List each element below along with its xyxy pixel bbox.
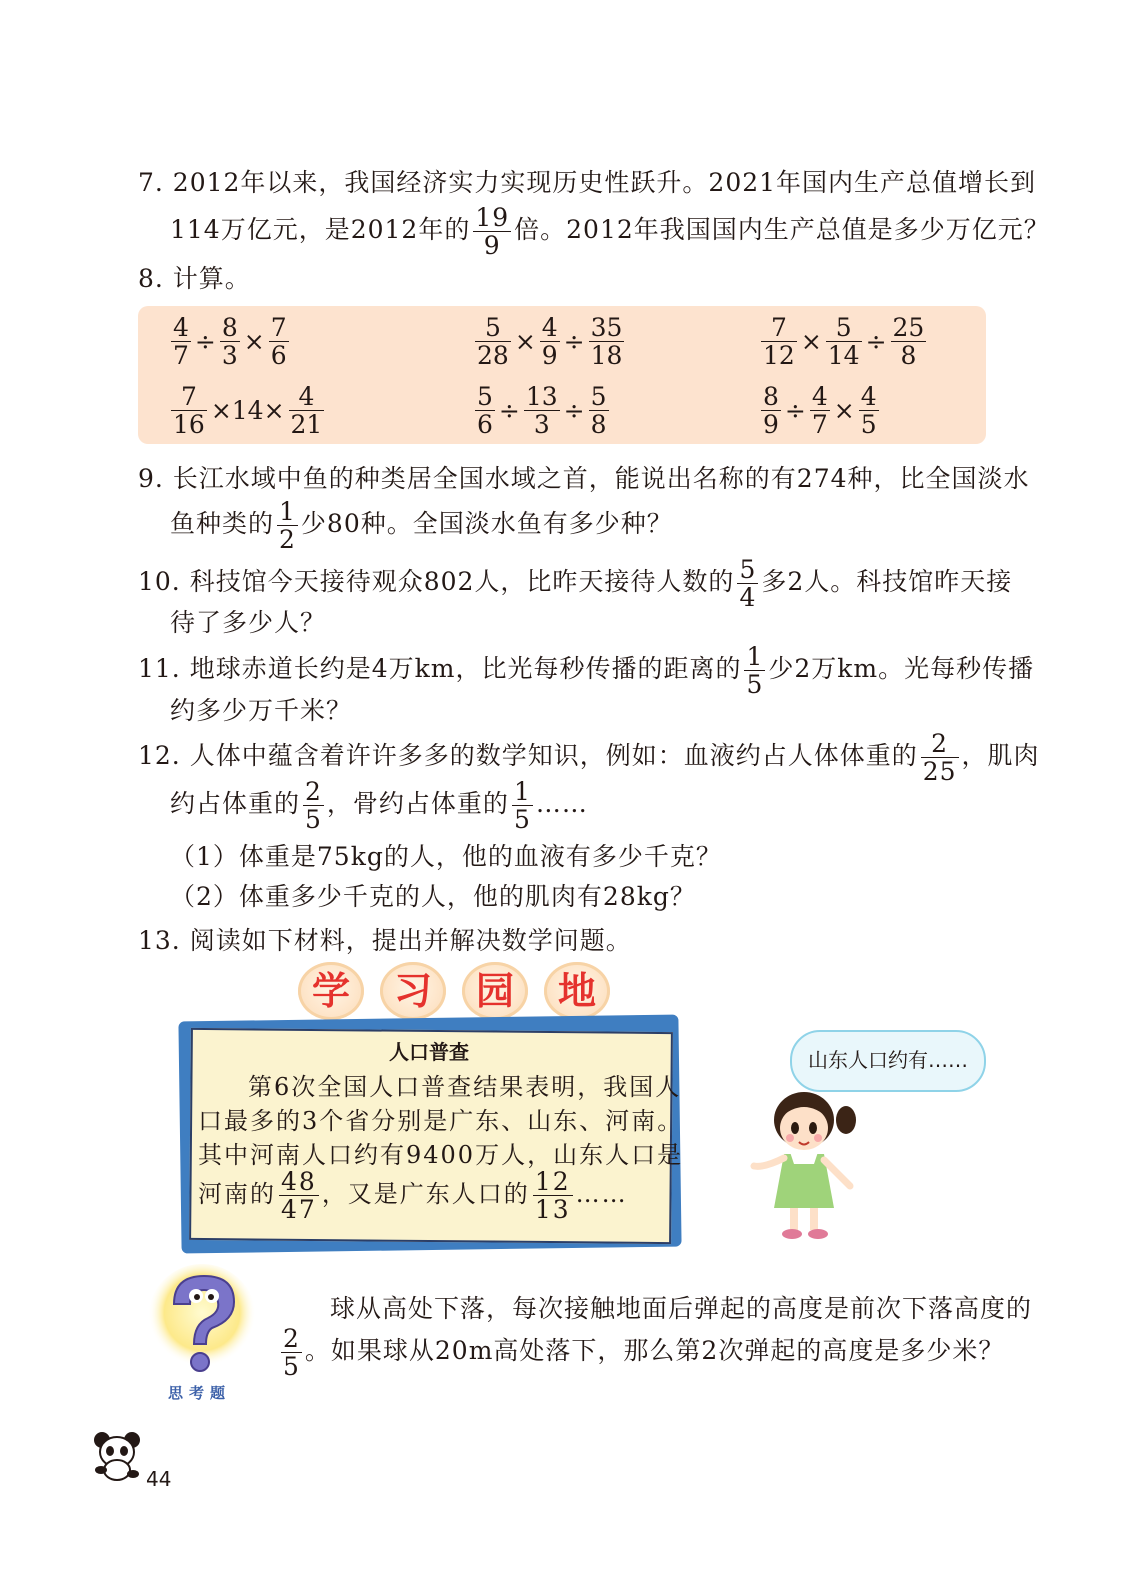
q10-text-a: 10. 科技馆今天接待观众802人，比昨天接待人数的	[138, 567, 735, 596]
calc-fraction: $\frac{4}{5}$	[860, 382, 877, 439]
calc-operator: ×	[800, 327, 822, 356]
q11-text-b: 少2万km。光每秒传播	[768, 654, 1035, 683]
q8-title: 8. 计算。	[138, 264, 251, 293]
calc-fraction: $\frac{4}{7}$	[173, 313, 189, 370]
q12-fraction-blood: $\frac{2}{25}$	[922, 729, 957, 786]
badge-char-2: 习	[380, 962, 446, 1020]
calc-fraction: $\frac{7}{6}$	[270, 313, 287, 370]
q12-text-d: ，骨约占体重的	[326, 789, 509, 818]
calc-expression-4	[168, 383, 327, 438]
calc-fraction: $\frac{5}{8}$	[590, 382, 607, 439]
calc-expression-5	[472, 383, 612, 438]
q12-fraction-muscle: $\frac{2}{5}$	[305, 777, 322, 834]
question-mark-icon	[146, 1262, 258, 1384]
calc-expression-1	[168, 314, 292, 369]
q12-line2	[170, 778, 588, 833]
q9-text-a: 鱼种类的	[170, 509, 275, 538]
q12-fraction-bone: $\frac{1}{5}$	[513, 777, 531, 834]
q12-sub2: （2）体重多少千克的人，他的肌肉有28kg？	[170, 882, 696, 911]
q11-fraction: $\frac{1}{5}$	[746, 642, 764, 699]
card-text-a: 河南的	[198, 1180, 276, 1208]
calc-operator: ÷	[498, 396, 520, 425]
calc-fraction: $\frac{7}{12}$	[763, 313, 795, 370]
calc-fraction: $\frac{35}{18}$	[590, 313, 623, 370]
q11-text-a: 11. 地球赤道长约是4万km，比光每秒传播的距离的	[138, 654, 742, 683]
calc-fraction: $\frac{4}{21}$	[290, 382, 323, 439]
q10-line2: 待了多少人？	[170, 608, 327, 637]
q7-line2	[170, 204, 1050, 259]
q12-text-a: 12. 人体中蕴含着许许多多的数学知识，例如：血液约占人体体重的	[138, 741, 918, 770]
q12-text-c: 约占体重的	[170, 789, 301, 818]
q7-text-a: 114万亿元，是2012年的	[170, 215, 471, 244]
card-line-2: 口最多的3个省分别是广东、山东、河南。	[198, 1107, 684, 1135]
q7-text-b: 倍。2012年我国国内生产总值是多少万亿元？	[514, 215, 1050, 244]
calc-expression-2	[472, 314, 627, 369]
q10-fraction: $\frac{5}{4}$	[739, 555, 757, 612]
q7-fraction: $\frac{19}{9}$	[475, 203, 510, 260]
badge-char-1: 学	[298, 962, 364, 1020]
q10-line1	[138, 556, 1012, 611]
calc-fraction: $\frac{5}{14}$	[827, 313, 860, 370]
q12-text-b: ，肌肉	[961, 741, 1040, 770]
card-line-1: 第6次全国人口普查结果表明，我国人	[248, 1073, 682, 1101]
q12-sub1: （1）体重是75kg的人，他的血液有多少千克？	[170, 842, 722, 871]
think-line2	[278, 1325, 1004, 1380]
q12-line1	[138, 730, 1040, 785]
calc-operator: ÷	[563, 327, 585, 356]
calc-operator: ×	[833, 396, 855, 425]
speech-bubble: 山东人口约有……	[790, 1030, 986, 1092]
calc-expression-6	[758, 383, 882, 438]
q7-line1: 7. 2012年以来，我国经济实力实现历史性跃升。2021年国内生产总值增长到	[138, 168, 1037, 197]
q9-line2	[170, 498, 673, 553]
q13-title: 13. 阅读如下材料，提出并解决数学问题。	[138, 926, 632, 955]
calc-fraction: $\frac{8}{9}$	[763, 382, 779, 439]
calc-operator: ×	[514, 327, 536, 356]
q9-fraction: $\frac{1}{2}$	[279, 497, 296, 554]
q11-line1	[138, 643, 1034, 698]
badge-char-4: 地	[544, 962, 610, 1020]
card-fraction-1: $\frac{48}{47}$	[281, 1167, 317, 1224]
badge-char-3: 园	[462, 962, 528, 1020]
calc-fraction: $\frac{4}{7}$	[811, 382, 828, 439]
calc-operator: ÷	[865, 327, 887, 356]
q12-text-e: ……	[535, 789, 588, 818]
reading-card-title: 人口普查	[389, 1040, 469, 1064]
calc-operator: ×	[243, 327, 265, 356]
calc-fraction: $\frac{7}{16}$	[173, 382, 205, 439]
page-number: 44	[146, 1467, 172, 1491]
card-line-4	[198, 1168, 628, 1223]
think-fraction: $\frac{2}{5}$	[283, 1324, 300, 1381]
calc-fraction: $\frac{5}{28}$	[477, 313, 509, 370]
think-question-label: 思考题	[168, 1384, 232, 1402]
think-text: 。如果球从20m高处落下，那么第2次弹起的高度是多少米？	[304, 1336, 1005, 1365]
think-line1: 球从高处下落，每次接触地面后弹起的高度是前次下落高度的	[330, 1294, 1033, 1323]
calc-operator: ÷	[563, 396, 585, 425]
q9-line1: 9. 长江水域中鱼的种类居全国水域之首，能说出名称的有274种，比全国淡水	[138, 464, 1030, 493]
calc-operator: ×14×	[210, 396, 285, 425]
calc-fraction: $\frac{4}{9}$	[541, 313, 558, 370]
q9-text-b: 少80种。全国淡水鱼有多少种？	[300, 509, 673, 538]
calc-fraction: $\frac{5}{6}$	[477, 382, 493, 439]
calc-operator: ÷	[784, 396, 806, 425]
calc-operator: ÷	[194, 327, 216, 356]
card-fraction-2: $\frac{12}{13}$	[534, 1167, 571, 1224]
q11-line2: 约多少万千米？	[170, 696, 353, 725]
card-text-b: ，又是广东人口的	[321, 1180, 530, 1208]
calc-fraction: $\frac{13}{3}$	[525, 382, 558, 439]
calc-fraction: $\frac{25}{8}$	[892, 313, 925, 370]
panda-icon	[92, 1430, 142, 1482]
card-line-3: 其中河南人口约有9400万人，山东人口是	[198, 1141, 684, 1169]
card-text-c: ……	[575, 1180, 628, 1208]
calc-expression-3	[758, 314, 929, 369]
girl-illustration	[748, 1090, 860, 1246]
calc-fraction: $\frac{8}{3}$	[221, 313, 238, 370]
q10-text-b: 多2人。科技馆昨天接	[761, 567, 1013, 596]
